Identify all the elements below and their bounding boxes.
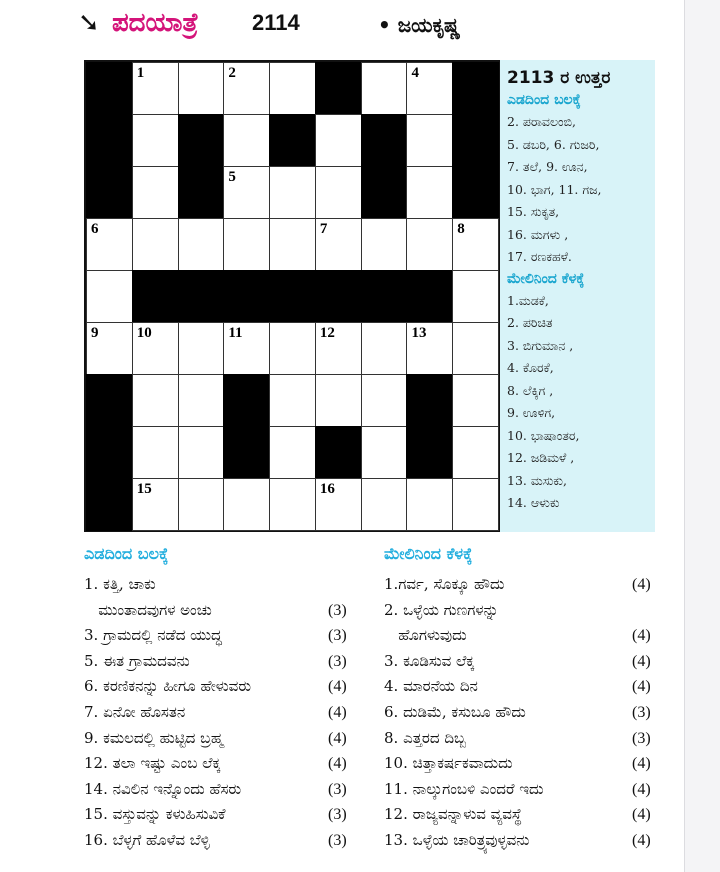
grid-cell[interactable] (178, 62, 225, 115)
across-clues-list (84, 572, 354, 854)
clue-row (384, 598, 660, 624)
grid-block (361, 270, 408, 323)
grid-cell[interactable] (132, 166, 179, 219)
grid-cell[interactable] (223, 62, 270, 115)
clue-number: 6 (91, 221, 99, 237)
puzzle-title: ಪದಯಾತ್ರೆ (112, 8, 199, 38)
clue-length: (3) (328, 627, 347, 645)
grid-cell[interactable] (452, 426, 499, 479)
grid-cell[interactable] (269, 218, 316, 271)
clue-length: (3) (328, 652, 347, 670)
grid-block (406, 374, 453, 427)
grid-cell[interactable] (178, 478, 225, 531)
grid-block (86, 62, 133, 115)
grid-block (86, 426, 133, 479)
clue-row (84, 828, 354, 854)
grid-block (178, 114, 225, 167)
clue-row (84, 751, 354, 777)
grid-block (452, 166, 499, 219)
grid-cell[interactable] (361, 218, 408, 271)
clue-text: 5. ಈತ ಗ್ರಾಮದವನು (84, 651, 190, 670)
grid-cell[interactable] (178, 426, 225, 479)
clue-number: 4 (411, 65, 419, 81)
grid-cell[interactable] (269, 478, 316, 531)
clue-number: 16 (319, 481, 335, 497)
grid-cell[interactable] (86, 322, 133, 375)
grid-block (86, 114, 133, 167)
clue-text: 6. ದುಡಿಮೆ, ಕಸುಬೂ ಹೌದು (384, 702, 526, 721)
grid-cell[interactable] (132, 114, 179, 167)
grid-cell[interactable] (361, 426, 408, 479)
crossword-grid (84, 60, 500, 532)
grid-cell[interactable] (315, 218, 362, 271)
clue-length: (4) (632, 678, 651, 696)
grid-cell[interactable] (132, 322, 179, 375)
answer-line: 16. ಮಗಳು , (507, 226, 569, 242)
clue-text: 13. ಒಳ್ಳೆಯ ಚಾರಿತ್ರ್ಯವುಳ್ಳವನು (384, 830, 530, 849)
clue-row (84, 674, 354, 700)
clue-number: 8 (457, 221, 465, 237)
answer-line: 9. ಊಳಿಗ, (507, 405, 556, 420)
answer-line: 17. ರಣಕಹಳೆ. (507, 249, 572, 264)
clue-text: 7. ಏನೋ ಹೊಸತನ (84, 702, 186, 721)
clue-text: 11. ನಾಲ್ಕುಗಂಬಳಿ ಎಂದರೆ ಇದು (384, 779, 544, 798)
clue-text: 12. ರಾಜ್ಯವನ್ನಾಳುವ ವ್ಯವಸ್ಥೆ (384, 805, 523, 824)
clue-row (384, 572, 660, 598)
grid-block (223, 426, 270, 479)
answer-line: 7. ತಲೆ, 9. ಊನ, (507, 159, 588, 174)
grid-cell[interactable] (132, 478, 179, 531)
grid-block (269, 270, 316, 323)
grid-cell[interactable] (132, 426, 179, 479)
clue-text: 2. ಒಳ್ಳೆಯ ಗುಣಗಳನ್ನು (384, 600, 499, 619)
clue-length: (4) (632, 627, 651, 645)
answers-down-list (507, 290, 655, 515)
answer-line: 13. ಮಸುಕು, (507, 472, 567, 488)
clue-length: (4) (632, 652, 651, 670)
clue-row (384, 802, 660, 828)
answer-line: 10. ಭಾಗ, 11. ಗಜ, (507, 181, 602, 197)
grid-cell[interactable] (132, 374, 179, 427)
grid-cell[interactable] (315, 166, 362, 219)
grid-cell[interactable] (406, 166, 453, 219)
clue-text: 10. ಚಿತ್ತಾಕರ್ಷಕವಾದುದು (384, 754, 513, 773)
clue-row (84, 700, 354, 726)
grid-cell[interactable] (223, 114, 270, 167)
clue-length: (4) (632, 831, 651, 849)
answers-title: 2113 ರ ಉತ್ತರ (507, 68, 611, 88)
grid-block (269, 114, 316, 167)
clue-length: (3) (328, 806, 347, 824)
clue-text: 14. ನವಿಲಿನ ಇನ್ನೊಂದು ಹೆಸರು (84, 779, 242, 798)
clue-length: (4) (632, 806, 651, 824)
clue-number: 3 (319, 65, 328, 81)
clue-text: ಹೊಗಳುವುದು (384, 626, 467, 645)
clue-row (84, 777, 354, 803)
answer-line: 2. ಪರಾವಲಂಬಿ, (507, 114, 576, 129)
clue-number: 2 (228, 65, 236, 81)
grid-block (86, 166, 133, 219)
grid-block (178, 270, 225, 323)
answer-line: 12. ಜಡಿಮಳೆ , (507, 450, 575, 465)
clue-number: 7 (319, 221, 328, 237)
grid-block (452, 114, 499, 167)
grid-block (406, 426, 453, 479)
grid-block (315, 270, 362, 323)
clue-text: 3. ಕೂಡಿಸುವ ಲೆಕ್ಕ (384, 651, 475, 670)
grid-block (361, 114, 408, 167)
page-edge-line (684, 0, 685, 872)
clue-row (84, 649, 354, 675)
clue-number: 1 (136, 65, 145, 81)
down-clues-list (384, 572, 660, 854)
grid-cell[interactable] (132, 218, 179, 271)
clue-text: 3. ಗ್ರಾಮದಲ್ಲಿ ನಡೆದ ಯುದ್ಧ (84, 626, 222, 645)
grid-block (223, 270, 270, 323)
answers-across-list (507, 111, 655, 269)
clue-length: (3) (328, 601, 347, 619)
clue-row (84, 802, 354, 828)
clue-length: (4) (632, 576, 651, 593)
grid-cell[interactable] (178, 374, 225, 427)
grid-cell[interactable] (269, 166, 316, 219)
grid-cell[interactable] (223, 166, 270, 219)
grid-block (315, 62, 362, 115)
clue-length: (4) (632, 755, 651, 773)
clue-length: (3) (632, 703, 651, 721)
grid-cell[interactable] (361, 478, 408, 531)
answer-line: 3. ಬಿಗುಮಾನ , (507, 337, 574, 353)
grid-cell[interactable] (132, 62, 179, 115)
grid-cell[interactable] (315, 114, 362, 167)
page-edge-shade (684, 0, 720, 872)
answer-line: 10. ಭಾಷಾಂತರ, (507, 427, 580, 443)
answer-line: 15. ಸುಕೃತ, (507, 204, 560, 219)
previous-answers-panel (500, 60, 655, 532)
clue-length: (4) (632, 780, 651, 798)
clue-length: (3) (328, 831, 347, 849)
grid-block (178, 166, 225, 219)
grid-cell[interactable] (452, 374, 499, 427)
clue-row (384, 751, 660, 777)
grid-cell[interactable] (178, 218, 225, 271)
clue-length: (4) (328, 678, 347, 696)
clue-text: 8. ಎತ್ತರದ ದಿಬ್ಬ (384, 728, 466, 747)
grid-cell[interactable] (452, 322, 499, 375)
grid-cell[interactable] (452, 270, 499, 323)
clue-text: 1. ಕತ್ತಿ, ಚಾಕು (84, 575, 156, 593)
grid-cell[interactable] (269, 426, 316, 479)
clue-number: 12 (319, 325, 335, 341)
grid-cell[interactable] (406, 62, 453, 115)
clue-number: 5 (228, 169, 236, 185)
clue-row (384, 649, 660, 675)
clue-row (84, 598, 354, 624)
grid-cell[interactable] (406, 322, 453, 375)
arrow-icon: ➘ (78, 8, 100, 38)
answer-line: 1.ಮಡಕೆ, (507, 292, 549, 308)
grid-cell[interactable] (406, 218, 453, 271)
answer-line: 4. ಕೊರಕೆ, (507, 360, 554, 375)
puzzle-number: 2114 (252, 10, 300, 35)
grid-block (452, 62, 499, 115)
grid-block (361, 166, 408, 219)
clue-row (84, 572, 354, 598)
across-clues-heading: ಎಡದಿಂದ ಬಲಕ್ಕೆ (84, 544, 169, 563)
answer-line: 14. ಆಳುಕು (507, 495, 560, 510)
grid-cell[interactable] (315, 478, 362, 531)
grid-block (132, 270, 179, 323)
clue-length: (3) (328, 780, 347, 798)
clue-number: 15 (136, 481, 152, 497)
answer-line: 5. ಡಬರಿ, 6. ಗುಜರಿ, (507, 136, 600, 152)
grid-block (86, 478, 133, 531)
grid-cell[interactable] (361, 374, 408, 427)
clue-number: 10 (136, 325, 152, 341)
grid-cell[interactable] (406, 114, 453, 167)
grid-block (223, 374, 270, 427)
clue-row (384, 700, 660, 726)
clue-number: 14 (228, 377, 244, 393)
clue-number: 13 (411, 325, 427, 341)
clue-row (384, 726, 660, 752)
grid-cell[interactable] (315, 374, 362, 427)
grid-cell[interactable] (406, 478, 453, 531)
clue-text: ಮುಂತಾದವುಗಳ ಅಂಚು (84, 600, 212, 619)
grid-cell[interactable] (315, 322, 362, 375)
clue-text: 6. ಕರಣಿಕನನ್ನು ಹೀಗೂ ಹೇಳುವರು (84, 677, 252, 696)
grid-cell[interactable] (223, 322, 270, 375)
clue-row (384, 777, 660, 803)
clue-number: 9 (91, 325, 99, 341)
grid-cell[interactable] (269, 374, 316, 427)
clue-row (384, 674, 660, 700)
grid-cell[interactable] (361, 62, 408, 115)
clue-length: (4) (328, 755, 347, 773)
grid-cell[interactable] (86, 270, 133, 323)
clue-text: 4. ಮಾರನೆಯ ದಿನ (384, 677, 478, 696)
clue-length: (4) (328, 729, 347, 747)
grid-cell[interactable] (86, 218, 133, 271)
clue-row (384, 623, 660, 649)
grid-block (315, 426, 362, 479)
answer-line: 8. ಲೆಕ್ಕಿಗ , (507, 382, 554, 398)
grid-block (86, 374, 133, 427)
clue-text: 9. ಕಮಲದಲ್ಲಿ ಹುಟ್ಟಿದ ಬ್ರಹ್ಮ (84, 728, 224, 747)
answer-line: 2. ಪರಿಚಿತ (507, 315, 553, 330)
puzzle-author: • ಜಯಕೃಷ್ಣ (378, 13, 461, 37)
grid-block (406, 270, 453, 323)
grid-cell[interactable] (223, 478, 270, 531)
clue-number: 11 (228, 325, 243, 341)
grid-cell[interactable] (269, 62, 316, 115)
down-clues-heading: ಮೇಲಿನಿಂದ ಕೆಳಕ್ಕೆ (384, 544, 473, 563)
clue-row (84, 726, 354, 752)
clue-length: (3) (632, 729, 651, 747)
answers-across-heading: ಎಡದಿಂದ ಬಲಕ್ಕೆ (507, 92, 581, 108)
grid-cell[interactable] (361, 322, 408, 375)
grid-cell[interactable] (452, 478, 499, 531)
clue-row (384, 828, 660, 854)
grid-cell[interactable] (223, 218, 270, 271)
clue-text: 16. ಬೆಳ್ಳಗೆ ಹೊಳೆವ ಬೆಳ್ಳಿ (84, 830, 210, 849)
clue-text: 1.ಗರ್ವ, ಸೊಕ್ಕೂ ಹೌದು (384, 575, 505, 593)
grid-cell[interactable] (178, 322, 225, 375)
grid-cell[interactable] (452, 218, 499, 271)
clue-text: 15. ವಸ್ತುವನ್ನು ಕಳುಹಿಸುವಿಕೆ (84, 805, 226, 824)
grid-cell[interactable] (269, 322, 316, 375)
clue-length: (4) (328, 703, 347, 721)
clue-row (84, 623, 354, 649)
clue-text: 12. ತಲಾ ಇಷ್ಟು ಎಂಬ ಲೆಕ್ಕ (84, 754, 221, 773)
answers-down-heading: ಮೇಲಿನಿಂದ ಕೆಳಕ್ಕೆ (507, 270, 585, 287)
